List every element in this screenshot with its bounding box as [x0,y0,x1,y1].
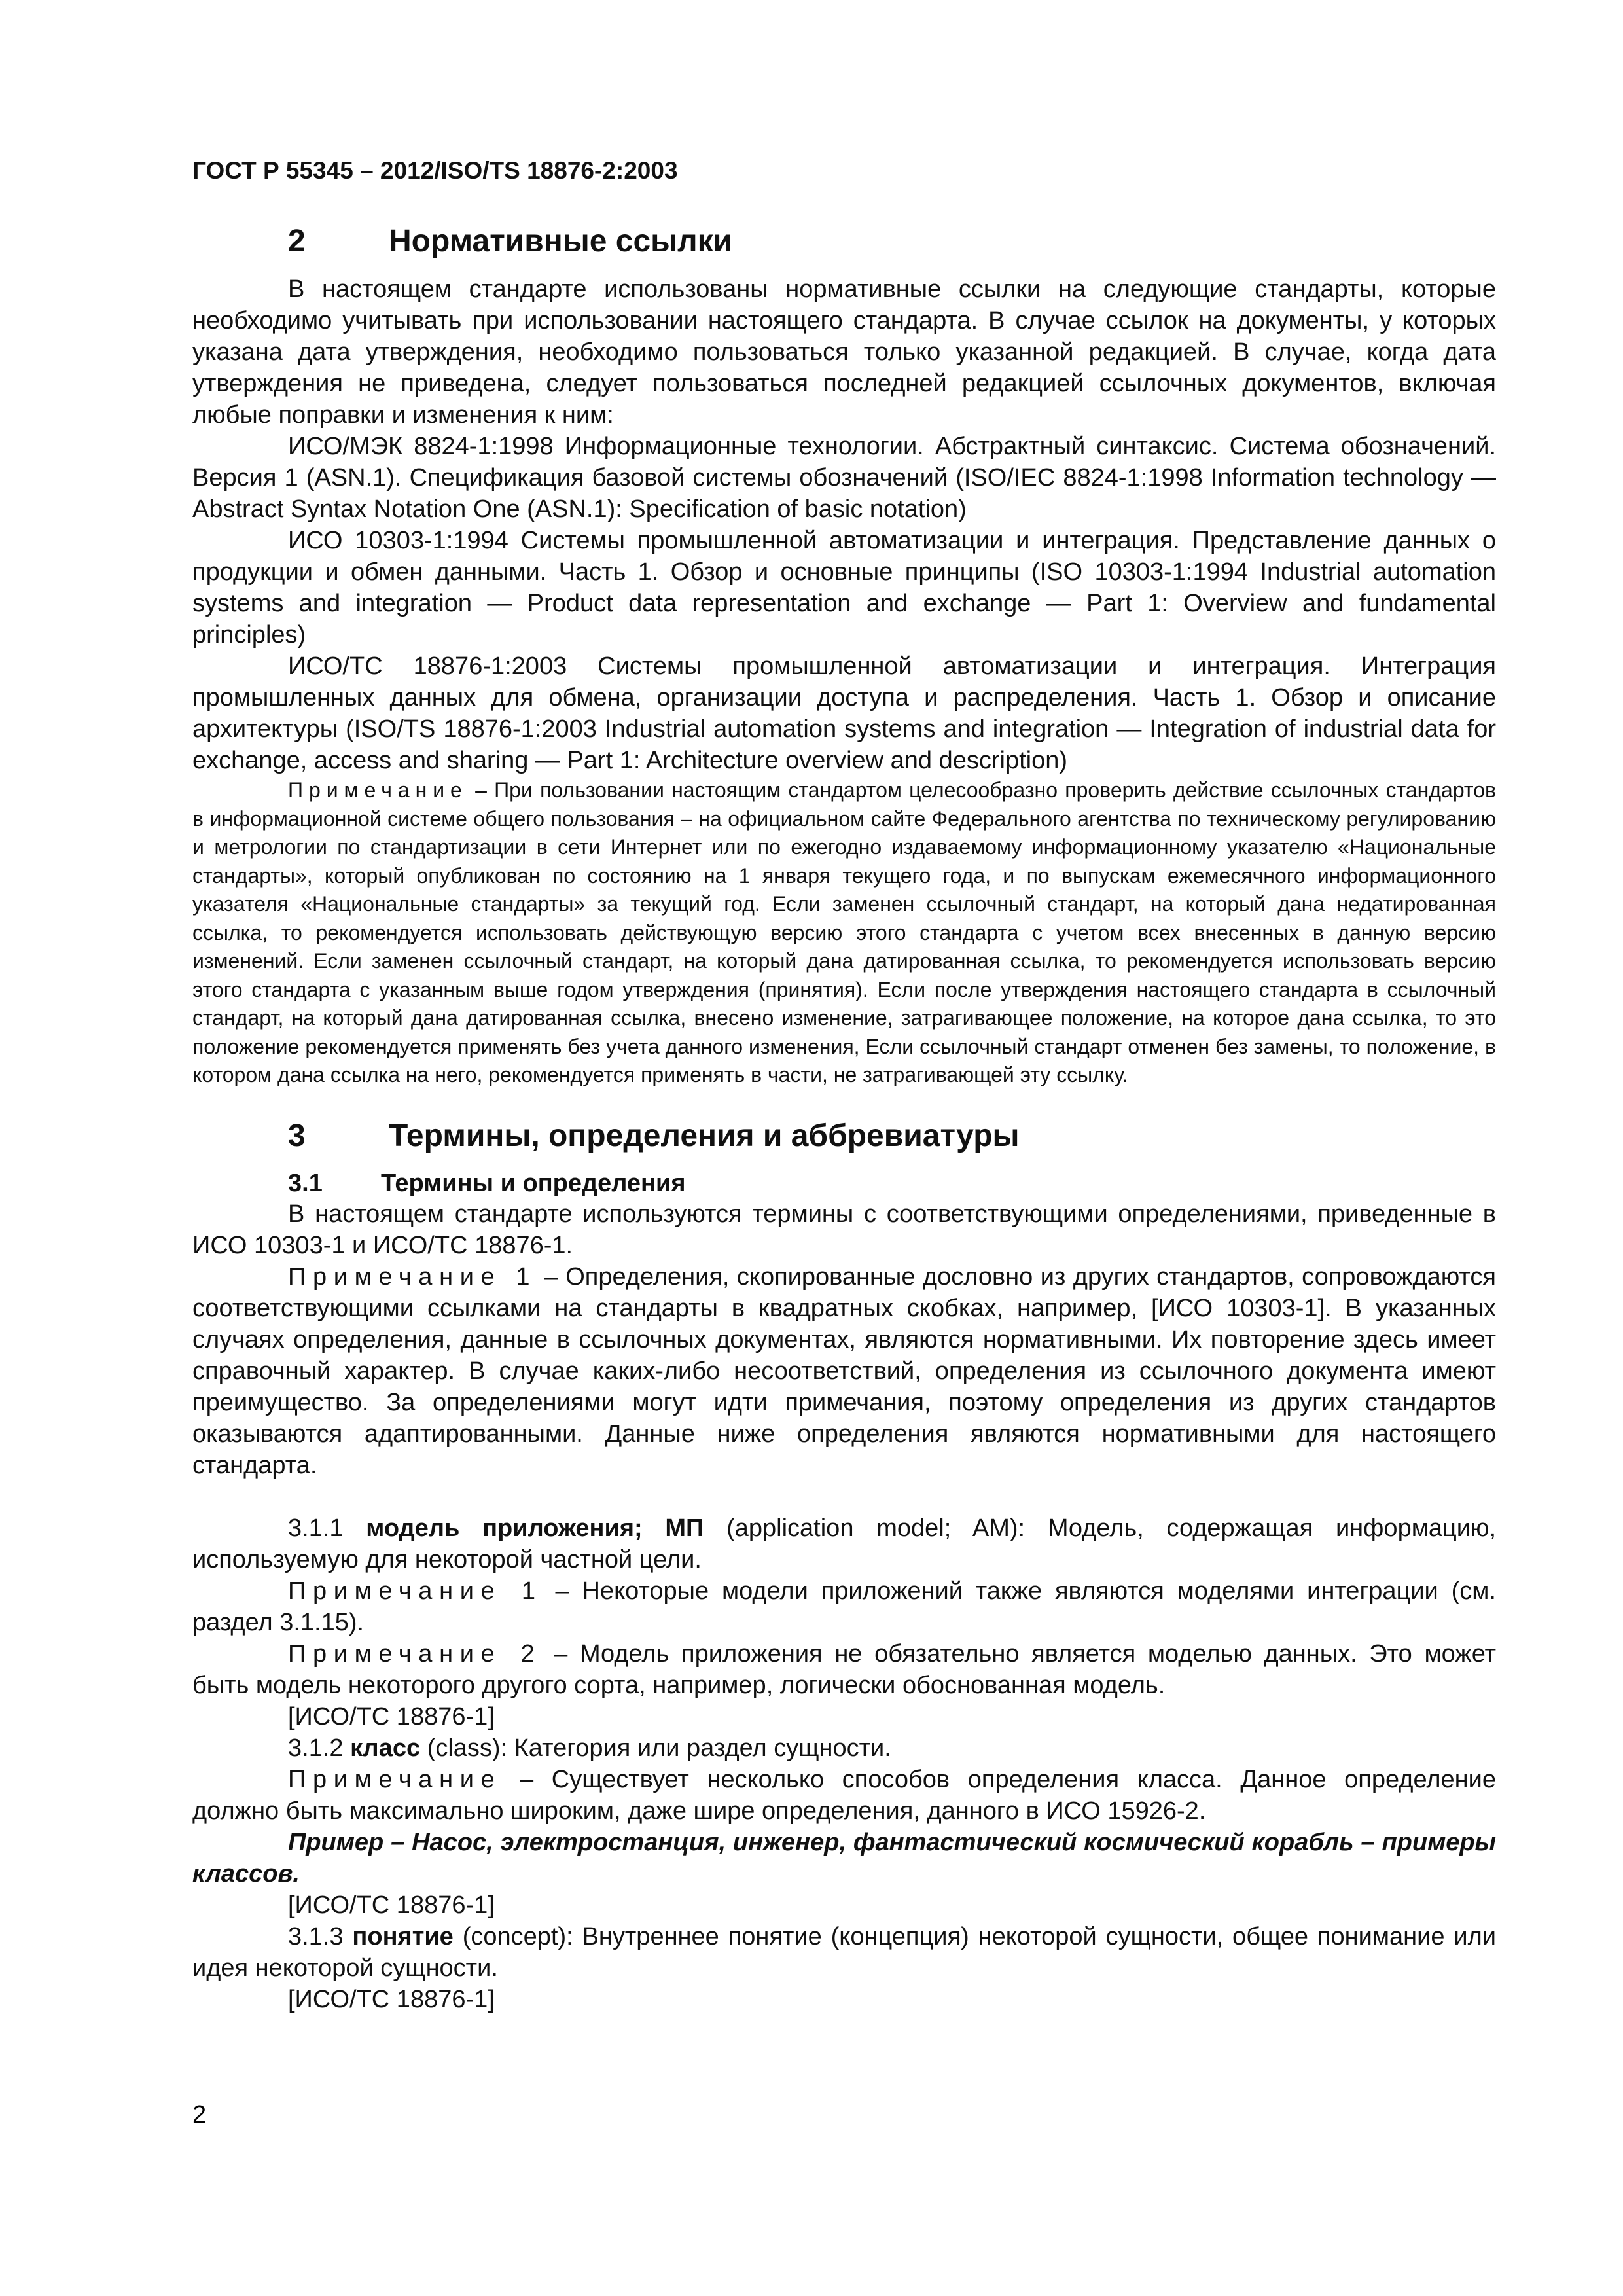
term-3-1-2-note [192,1764,1496,1827]
note-text: – При пользовании настоящим стандартом целесообразно проверить действие ссылочных стандартов в информационной системе общего пользования – на официальном сайте Федерального агентства по техническому регулированию и метрологии по стандартизации в сети Интернет или по ежегодно издаваемому информационному указателю «Национальные стандарты», который опубликован по состоянию на 1 января текущего года, и по выпускам ежемесячного информационного указателя «Национальные стандарты» за текущий год. Если заменен ссылочный стандарт, на который дана недатированная ссылка, то рекомендуется использовать действующую версию этого стандарта с учетом всех внесенных в данную версию изменений. Если заменен ссылочный стандарт, на который дана датированная ссылка, то рекомендуется использовать версию этого стандарта с указанным выше годом утверждения (принятия). Если после утверждения настоящего стандарта в ссылочный стандарт, на который дана датированная ссылка, внесено изменение, затрагивающее положение, на которое дана ссылка, то это положение рекомендуется применять без учета данного изменения, Если ссылочный стандарт отменен без замены, то положение, в котором дана ссылка на него, рекомендуется применять в части, не затрагивающей эту ссылку. [192,778,1496,1086]
section-number: 3 [288,1118,306,1153]
term-number: 3.1.1 [288,1514,366,1542]
term-3-1-2-example: Пример – Насос, электростанция, инженер, фантастический космический корабль – примеры классов. [192,1828,1496,1888]
note-text: – Некоторые модели приложений также являются моделями интеграции (см. раздел 3.1.15). [192,1577,1496,1636]
term-source: [ИСО/ТС 18876-1] [288,1891,495,1919]
term-definition: (concept): Внутреннее понятие (концепция) некоторой сущности, общее понимание или идея некоторой сущности. [192,1922,1496,1982]
note-text: – Существует несколько способов определения класса. Данное определение должно быть максимально широким, даже шире определения, данного в ИСО 15926-2. [192,1765,1496,1825]
subsection-number: 3.1 [288,1169,323,1197]
term-definition: (class): Категория или раздел сущности. [420,1734,891,1762]
term-source: [ИСО/ТС 18876-1] [288,1985,495,2013]
subsection-title: Термины и определения [381,1169,686,1197]
term-3-1-2 [192,1732,1496,1764]
term-number: 3.1.2 [288,1734,351,1762]
section-2-heading [192,221,1496,262]
normative-reference: ИСО/МЭК 8824-1:1998 Информационные технологии. Абстрактный синтаксис. Система обозначений. Версия 1 (ASN.1). Спецификация базовой системы обозначений (ISO/IEC 8824-1:1998 Information technology — Abstract Syntax Notation One (ASN.1): Specification of basic notation) [192,433,1496,523]
section-number: 2 [288,224,306,259]
term-name: понятие [352,1922,454,1950]
term-3-1-3 [192,1921,1496,1984]
normative-reference: ИСО/ТС 18876-1:2003 Системы промышленной автоматизации и интеграция. Интеграция промышленных данных для обмена, организации доступа и распределения. Часть 1. Обзор и описание архитектуры (ISO/TS 18876-1:2003 Industrial automation systems and integration — Integration of industrial data for exchange, access and sharing — Part 1: Architecture overview and description) [192,653,1496,774]
note-label: Примечание [288,778,468,802]
section-2-note [192,776,1496,1090]
term-name: модель приложения; МП [366,1514,704,1542]
term-source: [ИСО/ТС 18876-1] [288,1702,495,1731]
section-2-intro: В настоящем стандарте использованы нормативные ссылки на следующие стандарты, которые необходимо учитывать при использовании настоящего стандарта. В случае ссылок на документы, у которых указана дата утверждения, необходимо пользоваться только указанной редакцией. В случае, когда дата утверждения не приведена, следует пользоваться последней редакцией ссылочных документов, включая любые поправки и изменения к ним: [192,276,1496,429]
note-label: Примечание 1 [288,1263,537,1291]
document-page [192,154,1496,2015]
term-3-1-1-note-1 [192,1575,1496,1638]
note-label: Примечание [288,1765,502,1793]
section-3-intro: В настоящем стандарте используются термины с соответствующими определениями, приведенные в ИСО 10303-1 и ИСО/ТС 18876-1. [192,1200,1496,1259]
section-3-heading [192,1116,1496,1157]
note-text: – Модель приложения не обязательно является моделью данных. Это может быть модель некоторого другого сорта, например, логически обоснованная модель. [192,1640,1496,1699]
note-label: Примечание 2 [288,1640,542,1668]
note-text: – Определения, скопированные дословно из других стандартов, сопровождаются соответствующими ссылками на стандарты в квадратных скобках, например, [ИСО 10303-1]. В указанных случаях определения, данные в ссылочных документах, являются нормативными. Их повторение здесь имеет справочный характер. В случае каких-либо несоответствий, определения из ссылочного документа имеют преимущество. За определениями могут идти примечания, поэтому определения из других стандартов оказываются адаптированными. Данные ниже определения являются нормативными для настоящего стандарта. [192,1263,1496,1479]
document-header: ГОСТ Р 55345 – 2012/ISO/TS 18876-2:2003 [192,157,678,184]
term-3-1-1-note-2 [192,1638,1496,1701]
section-3-note-1 [192,1261,1496,1481]
section-title: Термины, определения и аббревиатуры [389,1118,1020,1153]
section-title: Нормативные ссылки [389,224,733,259]
normative-reference: ИСО 10303-1:1994 Системы промышленной автоматизации и интеграция. Представление данных о продукции и обмен данными. Часть 1. Обзор и основные принципы (ISO 10303-1:1994 Industrial automation systems and integration — Product data representation and exchange — Part 1: Overview and fundamental principles) [192,527,1496,649]
term-number: 3.1.3 [288,1922,353,1950]
page-number: 2 [192,2101,207,2128]
term-definition: (application model; AM): Модель, содержащая информацию, используемую для некоторой частной цели. [192,1514,1497,1573]
term-3-1-1 [192,1513,1496,1575]
note-label: Примечание 1 [288,1577,543,1605]
subsection-3-1-heading [192,1168,1496,1198]
term-name: класс [350,1734,421,1762]
